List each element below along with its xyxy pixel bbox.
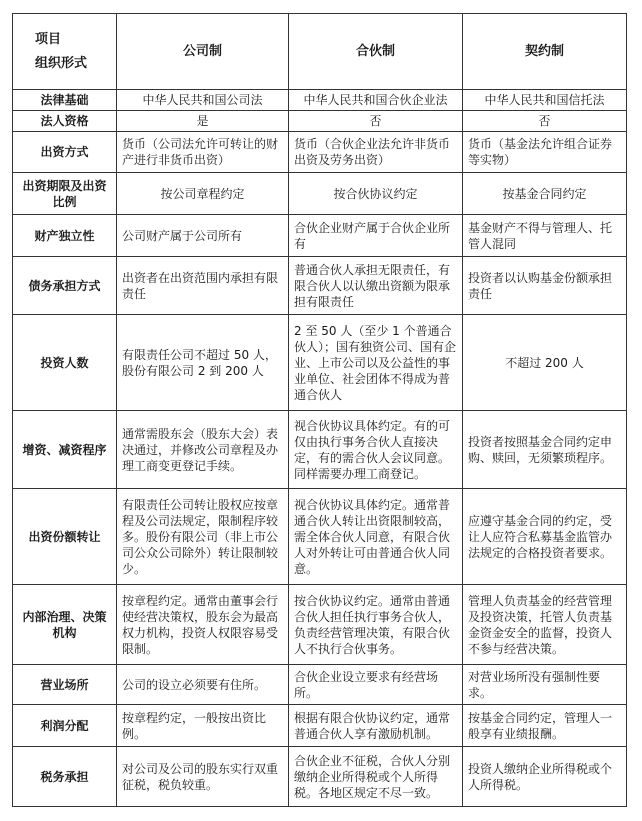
partnership-cell: 按合伙协议约定。通常由普通合伙人担任执行事务合伙人，负责经营管理决策，有限合伙人不执行合伙事务。 bbox=[289, 585, 463, 665]
header-partnership: 合伙制 bbox=[289, 14, 463, 90]
company-cell: 出资者在出资范围内承担有限责任 bbox=[117, 257, 289, 315]
header-company: 公司制 bbox=[117, 14, 289, 90]
company-cell: 按章程约定。通常由董事会行使经营决策权，股东会为最高权力机构，投资人权限容易受限制。 bbox=[117, 585, 289, 665]
table-row bbox=[13, 705, 627, 747]
company-cell: 货币（公司法允许可转让的财产进行非货币出资） bbox=[117, 132, 289, 173]
partnership-cell: 否 bbox=[289, 111, 463, 132]
header-org-form-label: 组织形式 bbox=[35, 55, 88, 71]
partnership-cell: 合伙企业设立要求有经营场所。 bbox=[289, 665, 463, 705]
contract-cell: 否 bbox=[463, 111, 627, 132]
table-row bbox=[13, 215, 627, 257]
header-contract: 契约制 bbox=[463, 14, 627, 90]
company-cell: 公司财产属于公司所有 bbox=[117, 215, 289, 257]
table-row bbox=[13, 489, 627, 585]
row-label: 营业场所 bbox=[13, 665, 117, 705]
partnership-cell: 普通合伙人承担无限责任，有限合伙人以认缴出资额为限承担有限责任 bbox=[289, 257, 463, 315]
company-cell: 通常需股东会（股东大会）表决通过，并修改公司章程及办理工商变更登记手续。 bbox=[117, 411, 289, 489]
contract-cell: 投资者按照基金合同约定申购、赎回，无须繁琐程序。 bbox=[463, 411, 627, 489]
contract-cell: 投资人缴纳企业所得税或个人所得税。 bbox=[463, 747, 627, 807]
organization-form-comparison-table bbox=[12, 13, 627, 807]
contract-cell: 应遵守基金合同的约定，受让人应符合私募基金监管办法规定的合格投资者要求。 bbox=[463, 489, 627, 585]
comparison-table-wrapper bbox=[12, 13, 627, 807]
row-label: 出资期限及出资比例 bbox=[13, 173, 117, 215]
partnership-cell: 合伙企业不征税，合伙人分别缴纳企业所得税或个人所得税。各地区规定不尽一致。 bbox=[289, 747, 463, 807]
company-cell: 有限责任公司不超过 50 人，股份有限公司 2 到 200 人 bbox=[117, 315, 289, 411]
row-label: 利润分配 bbox=[13, 705, 117, 747]
partnership-cell: 货币（合伙企业法允许非货币出资及劳务出资） bbox=[289, 132, 463, 173]
row-label: 法律基础 bbox=[13, 90, 117, 111]
company-cell: 按公司章程约定 bbox=[117, 173, 289, 215]
header-item-label: 项目 bbox=[35, 31, 62, 47]
partnership-cell: 按合伙协议约定 bbox=[289, 173, 463, 215]
table-row bbox=[13, 747, 627, 807]
row-label: 投资人数 bbox=[13, 315, 117, 411]
company-cell: 对公司及公司的股东实行双重征税，税负较重。 bbox=[117, 747, 289, 807]
partnership-cell: 根据有限合伙协议约定，通常普通合伙人享有激励机制。 bbox=[289, 705, 463, 747]
company-cell: 公司的设立必须要有住所。 bbox=[117, 665, 289, 705]
table-row bbox=[13, 173, 627, 215]
partnership-cell: 视合伙协议具体约定。有的可仅由执行事务合伙人直接决定，有的需合伙人会议同意。同样需要办理工商登记。 bbox=[289, 411, 463, 489]
row-label: 法人资格 bbox=[13, 111, 117, 132]
partnership-cell: 视合伙协议具体约定。通常普通合伙人转让出资限制较高，需全体合伙人同意，有限合伙人对外转让可由普通合伙人同意。 bbox=[289, 489, 463, 585]
company-cell: 按章程约定，一般按出资比例。 bbox=[117, 705, 289, 747]
table-row bbox=[13, 665, 627, 705]
partnership-cell: 中华人民共和国合伙企业法 bbox=[289, 90, 463, 111]
contract-cell: 管理人负责基金的经营管理及投资决策，托管人负责基金资金安全的监督，投资人不参与经营决策。 bbox=[463, 585, 627, 665]
table-row bbox=[13, 257, 627, 315]
contract-cell: 投资者以认购基金份额承担责任 bbox=[463, 257, 627, 315]
company-cell: 是 bbox=[117, 111, 289, 132]
contract-cell: 对营业场所没有强制性要求。 bbox=[463, 665, 627, 705]
contract-cell: 按基金合同约定 bbox=[463, 173, 627, 215]
row-label: 内部治理、决策机构 bbox=[13, 585, 117, 665]
contract-cell: 货币（基金法允许组合证券等实物） bbox=[463, 132, 627, 173]
contract-cell: 中华人民共和国信托法 bbox=[463, 90, 627, 111]
table-row bbox=[13, 315, 627, 411]
table-row bbox=[13, 411, 627, 489]
contract-cell: 不超过 200 人 bbox=[463, 315, 627, 411]
partnership-cell: 2 至 50 人（至少 1 个普通合伙人）；国有独资公司、国有企业、上市公司以及公益性的事业单位、社会团体不得成为普通合伙人 bbox=[289, 315, 463, 411]
header-row bbox=[13, 14, 627, 90]
row-label: 债务承担方式 bbox=[13, 257, 117, 315]
row-label: 财产独立性 bbox=[13, 215, 117, 257]
row-label: 税务承担 bbox=[13, 747, 117, 807]
row-label: 出资方式 bbox=[13, 132, 117, 173]
partnership-cell: 合伙企业财产属于合伙企业所有 bbox=[289, 215, 463, 257]
row-label: 出资份额转让 bbox=[13, 489, 117, 585]
company-cell: 有限责任公司转让股权应按章程及公司法规定，限制程序较多。股份有限公司（非上市公司公众公司除外）转让限制较少。 bbox=[117, 489, 289, 585]
table-row bbox=[13, 111, 627, 132]
table-row bbox=[13, 132, 627, 173]
contract-cell: 按基金合同约定，管理人一般享有业绩报酬。 bbox=[463, 705, 627, 747]
company-cell: 中华人民共和国公司法 bbox=[117, 90, 289, 111]
row-label: 增资、减资程序 bbox=[13, 411, 117, 489]
table-row bbox=[13, 90, 627, 111]
contract-cell: 基金财产不得与管理人、托管人混同 bbox=[463, 215, 627, 257]
header-corner-cell bbox=[13, 14, 117, 90]
table-row bbox=[13, 585, 627, 665]
